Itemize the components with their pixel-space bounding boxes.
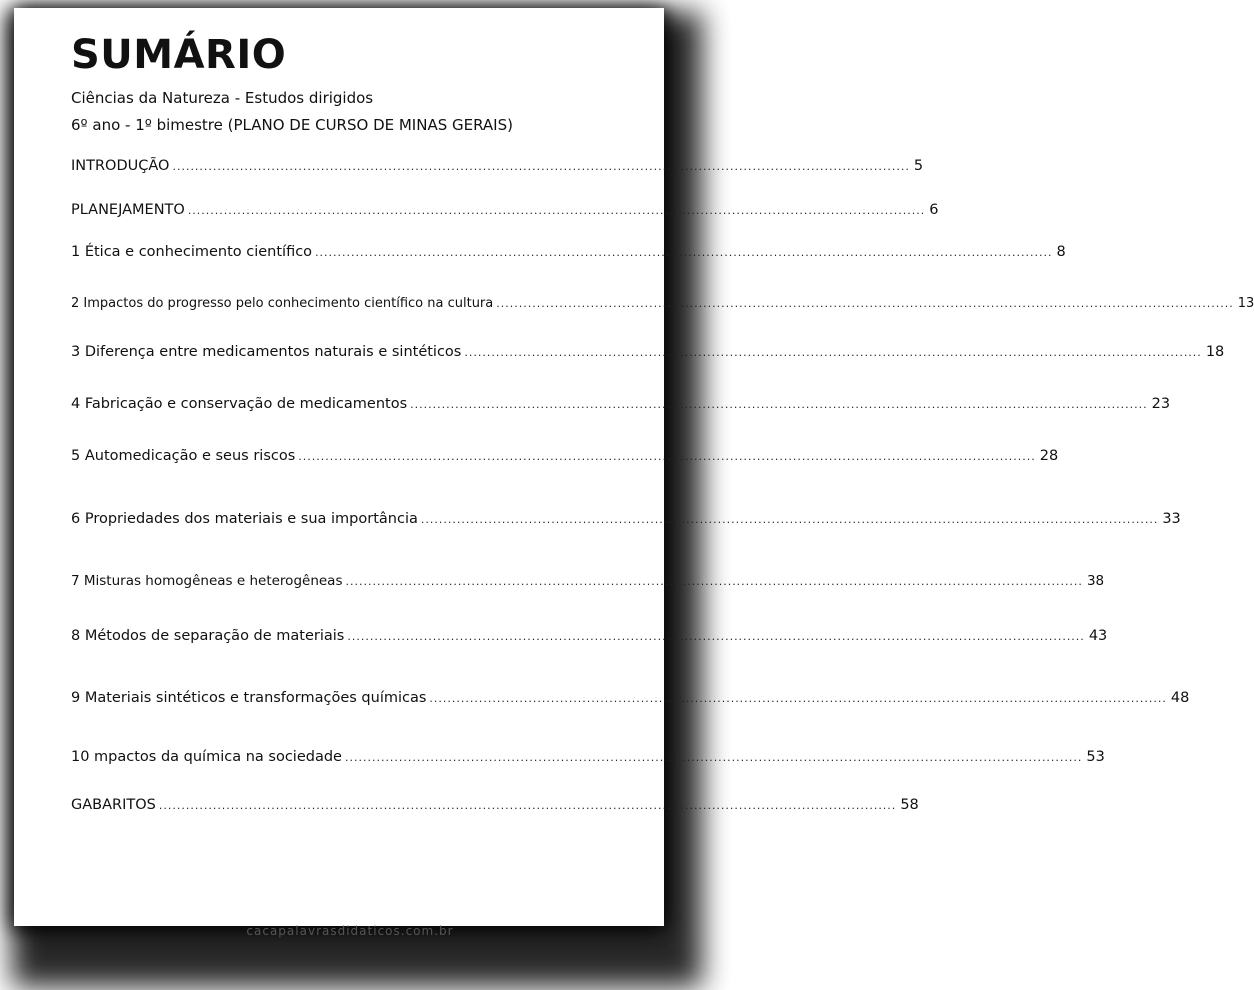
toc-entry-label: 8 Métodos de separação de materiais <box>71 628 345 644</box>
toc-leader-dots: .................................................................................................................................................................... <box>464 346 1202 359</box>
toc-leader-dots: .................................................................................................................................................................... <box>420 513 1159 526</box>
toc-entry[interactable] <box>71 749 1105 765</box>
toc-leader-dots: .................................................................................................................................................................... <box>344 751 1083 764</box>
toc-entry[interactable] <box>71 448 1059 464</box>
toc-entry-page: 58 <box>900 797 919 813</box>
toc-entry-label: 6 Propriedades dos materiais e sua importância <box>71 511 418 527</box>
toc-entry[interactable] <box>71 158 924 174</box>
toc-entry-page: 8 <box>1056 244 1066 260</box>
toc-entry[interactable] <box>71 690 1190 706</box>
toc-entry-page: 33 <box>1162 511 1181 527</box>
toc-leader-dots: .................................................................................................................................................................... <box>315 246 1053 259</box>
toc-entry-label: GABARITOS <box>71 797 156 813</box>
toc-entry-label: 4 Fabricação e conservação de medicamentos <box>71 396 408 412</box>
toc-entry-label: 2 Impactos do progresso pelo conhecimento científico na cultura <box>71 296 494 311</box>
toc-entry-label: 9 Materiais sintéticos e transformações químicas <box>71 690 427 706</box>
subtitle-line-1: Ciências da Natureza - Estudos dirigidos <box>71 89 374 107</box>
toc-entry-label: PLANEJAMENTO <box>71 202 185 218</box>
toc-entry-page: 23 <box>1151 396 1171 412</box>
toc-entry[interactable] <box>71 628 1108 644</box>
page-title: SUMÁRIO <box>71 32 287 78</box>
toc-leader-dots: .................................................................................................................................................................... <box>429 692 1167 705</box>
toc-leader-dots: .................................................................................................................................................................... <box>496 297 1234 310</box>
toc-entry[interactable] <box>71 396 1171 412</box>
toc-leader-dots: .................................................................................................................................................................... <box>347 630 1085 643</box>
toc-entry[interactable] <box>71 573 1105 589</box>
toc-entry[interactable] <box>71 202 939 218</box>
toc-entry[interactable] <box>71 797 919 813</box>
toc-leader-dots: .................................................................................................................................................................... <box>410 398 1148 411</box>
footer-watermark: cacapalavrasdidaticos.com.br <box>246 924 454 938</box>
toc-entry-page: 38 <box>1086 573 1105 589</box>
toc-leader-dots: .................................................................................................................................................................... <box>172 160 910 173</box>
toc-entry[interactable] <box>71 296 1254 311</box>
toc-entry[interactable] <box>71 244 1066 260</box>
toc-entry-page: 6 <box>929 202 939 218</box>
document-page <box>14 8 1254 926</box>
toc-entry-page: 18 <box>1205 344 1225 360</box>
toc-entry-label: 7 Misturas homogêneas e heterogêneas <box>71 573 343 589</box>
toc-leader-dots: .................................................................................................................................................................... <box>187 204 926 217</box>
subtitle-line-2: 6º ano - 1º bimestre (PLANO DE CURSO DE MINAS GERAIS) <box>71 116 513 134</box>
toc-entry[interactable] <box>71 511 1181 527</box>
toc-leader-dots: .................................................................................................................................................................... <box>298 450 1036 463</box>
toc-leader-dots: .................................................................................................................................................................... <box>345 575 1083 588</box>
toc-entry-page: 48 <box>1170 690 1190 706</box>
toc-entry-page: 43 <box>1088 628 1108 644</box>
toc-entry-page: 53 <box>1086 749 1105 765</box>
toc-entry-page: 13 <box>1237 296 1254 311</box>
toc-entry-page: 5 <box>913 158 924 174</box>
toc-leader-dots: .................................................................................................................................................................... <box>158 799 897 812</box>
toc-entry-label: 10 mpactos da química na sociedade <box>71 749 342 765</box>
toc-entry-page: 28 <box>1039 448 1059 464</box>
toc-entry-label: 1 Ética e conhecimento científico <box>71 244 313 260</box>
toc-entry-label: 5 Automedicação e seus riscos <box>71 448 296 464</box>
toc-entry[interactable] <box>71 344 1225 360</box>
toc-entry-label: INTRODUÇÃO <box>71 158 170 174</box>
toc-entry-label: 3 Diferença entre medicamentos naturais e sintéticos <box>71 344 462 360</box>
